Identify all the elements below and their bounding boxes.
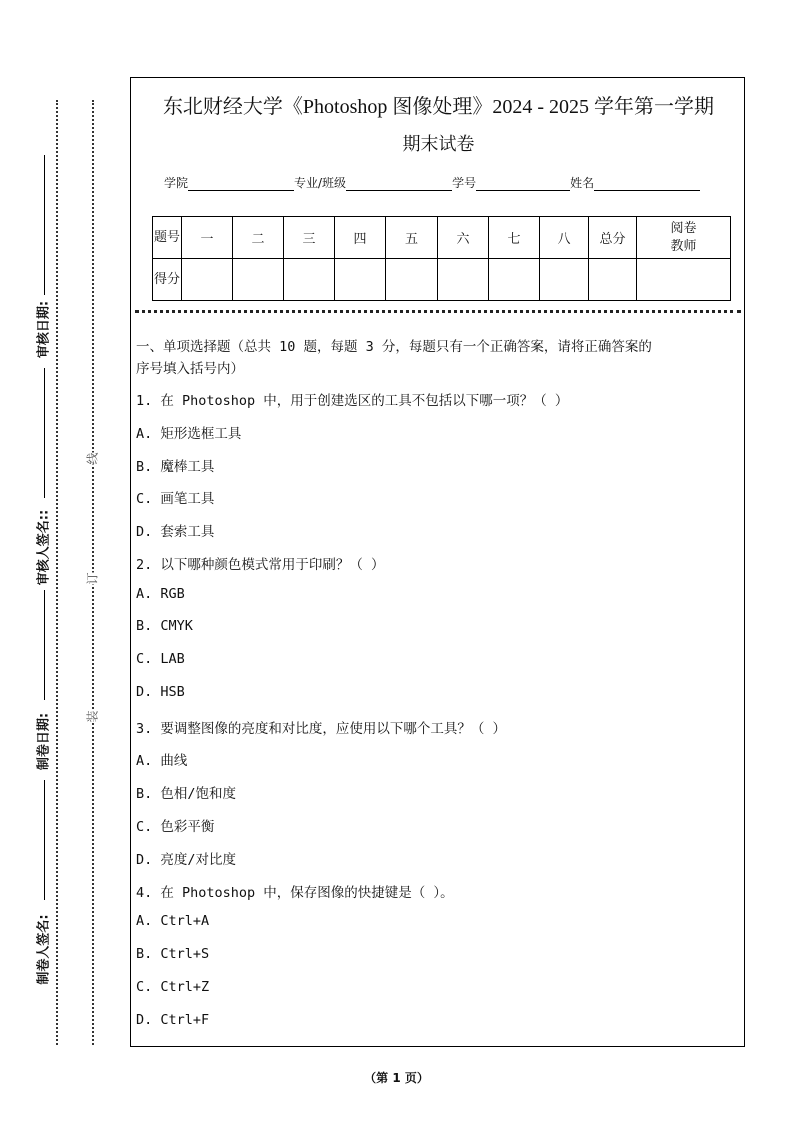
name-label: 姓名 bbox=[570, 176, 595, 190]
binding-dotted-line-outer bbox=[56, 100, 58, 1045]
review-date-label: 审核日期: bbox=[36, 300, 52, 359]
score-row-label: 得分 bbox=[153, 259, 182, 301]
section-heading: 一、单项选择题（总共 10 题，每题 3 分，每题只有一个正确答案，请将正确答案的 bbox=[136, 339, 652, 355]
exam-frame bbox=[130, 77, 745, 1047]
header-cell: 六 bbox=[438, 217, 489, 259]
binding-mark-bind: 装 bbox=[85, 710, 100, 723]
question-stem: 2. 以下哪种颜色模式常用于印刷？（ ） bbox=[136, 557, 385, 573]
option: B. 色相/饱和度 bbox=[136, 786, 237, 802]
option: C. Ctrl+Z bbox=[136, 979, 210, 995]
college-field[interactable] bbox=[188, 176, 294, 191]
header-cell: 二 bbox=[233, 217, 284, 259]
header-cell: 四 bbox=[335, 217, 386, 259]
header-cell: 七 bbox=[489, 217, 540, 259]
question-stem: 3. 要调整图像的亮度和对比度，应使用以下哪个工具？（ ） bbox=[136, 721, 507, 737]
major-class-label: 专业/班级 bbox=[294, 176, 347, 190]
option: D. HSB bbox=[136, 684, 185, 700]
student-info-row bbox=[164, 174, 700, 191]
header-cell: 三 bbox=[284, 217, 335, 259]
score-cell[interactable] bbox=[335, 259, 386, 301]
score-cell[interactable] bbox=[540, 259, 589, 301]
option: B. CMYK bbox=[136, 618, 193, 634]
section-heading: 序号填入括号内） bbox=[136, 361, 244, 377]
signature-line bbox=[44, 368, 45, 498]
header-cell: 总分 bbox=[589, 217, 637, 259]
score-cell[interactable] bbox=[438, 259, 489, 301]
exam-subtitle: 期末试卷 bbox=[402, 134, 475, 155]
option: D. 亮度/对比度 bbox=[136, 852, 237, 868]
score-row bbox=[153, 259, 731, 301]
binding-mark-line: 线 bbox=[85, 452, 100, 465]
preparer-signature-label: 制卷人签名: bbox=[36, 914, 52, 985]
score-cell[interactable] bbox=[233, 259, 284, 301]
prepare-date-label: 制卷日期: bbox=[36, 712, 52, 771]
option: C. 色彩平衡 bbox=[136, 819, 215, 835]
score-cell[interactable] bbox=[386, 259, 438, 301]
reviewer-signature-label: 审核人签名:: bbox=[36, 509, 52, 586]
question-stem: 1. 在 Photoshop 中，用于创建选区的工具不包括以下哪一项？（ ） bbox=[136, 393, 569, 409]
student-id-field[interactable] bbox=[476, 176, 570, 191]
binding-mark-staple: 订 bbox=[85, 572, 100, 585]
header-cell: 一 bbox=[182, 217, 233, 259]
option: A. 曲线 bbox=[136, 753, 188, 769]
score-table-header-row bbox=[153, 217, 731, 259]
page-number: （第 1 页） bbox=[364, 1071, 429, 1085]
score-cell[interactable] bbox=[182, 259, 233, 301]
option: A. Ctrl+A bbox=[136, 913, 210, 929]
option: C. 画笔工具 bbox=[136, 491, 215, 507]
option: B. 魔棒工具 bbox=[136, 459, 215, 475]
dotted-separator bbox=[135, 310, 741, 313]
option: D. 套索工具 bbox=[136, 524, 215, 540]
score-cell[interactable] bbox=[489, 259, 540, 301]
header-cell: 题号 bbox=[153, 217, 182, 259]
signature-line bbox=[44, 780, 45, 900]
option: B. Ctrl+S bbox=[136, 946, 210, 962]
name-field[interactable] bbox=[594, 176, 700, 191]
score-cell[interactable] bbox=[589, 259, 637, 301]
option: A. RGB bbox=[136, 586, 185, 602]
major-class-field[interactable] bbox=[346, 176, 452, 191]
header-cell: 五 bbox=[386, 217, 438, 259]
score-cell[interactable] bbox=[284, 259, 335, 301]
score-cell[interactable] bbox=[637, 259, 731, 301]
college-label: 学院 bbox=[164, 176, 189, 190]
question-stem: 4. 在 Photoshop 中，保存图像的快捷键是（ ）。 bbox=[136, 885, 454, 901]
option: C. LAB bbox=[136, 651, 185, 667]
student-id-label: 学号 bbox=[452, 176, 477, 190]
exam-title: 东北财经大学《Photoshop 图像处理》2024 - 2025 学年第一学期 bbox=[162, 96, 715, 118]
option: A. 矩形选框工具 bbox=[136, 426, 242, 442]
header-cell: 八 bbox=[540, 217, 589, 259]
score-table bbox=[152, 216, 731, 301]
option: D. Ctrl+F bbox=[136, 1012, 210, 1028]
header-cell: 阅卷教师 bbox=[637, 217, 731, 259]
